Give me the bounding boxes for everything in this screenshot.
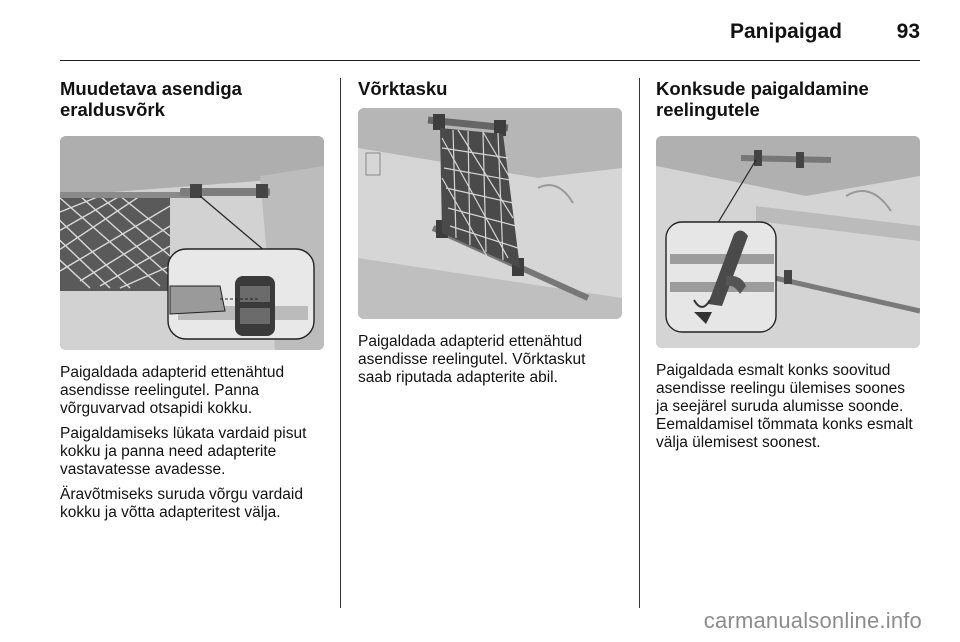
- section-heading: Muudetava asendiga eraldusvõrk: [60, 78, 242, 120]
- illustration-divider-net: [60, 136, 324, 350]
- column-net-pocket: [358, 78, 623, 394]
- paragraph: Paigaldada adapterid ettenähtud asendisse reelingutel. Võrktaskut saab riputada adapterite abil.: [358, 333, 586, 386]
- header-title: Panipaigad: [729, 20, 842, 43]
- paragraph: Paigaldada adapterid ettenähtud asendisse reelingutel. Panna võrguvarvad otsapidi kokku.: [60, 364, 285, 417]
- column-adjustable-net: [60, 78, 325, 529]
- paragraph: Paigaldada esmalt konks soovitud asendisse reelingu ülemises soones ja seejärel suruda alumisse soonde. Eemaldamisel tõmmata konks esmalt välja ülemisest soonest.: [656, 362, 913, 451]
- column-divider: [639, 78, 640, 608]
- section-heading: Võrktasku: [358, 78, 448, 99]
- paragraph: Äravõtmiseks suruda võrgu vardaid kokku ja võtta adapteritest välja.: [60, 486, 303, 521]
- illustration-net-pocket: [358, 108, 622, 319]
- section-heading: Konksude paigaldamine reelingutele: [656, 78, 869, 120]
- footer-watermark: carmanualsonline.info: [703, 608, 922, 633]
- illustration-hooks: [656, 136, 920, 348]
- column-hooks-on-rails: [656, 78, 921, 459]
- paragraph: Paigaldamiseks lükata vardaid pisut kokku ja panna need adapterite vastavatesse avadesse.: [60, 425, 307, 478]
- page-number: 93: [896, 20, 920, 43]
- header-rule: [60, 60, 920, 61]
- page-header: [0, 0, 960, 60]
- column-divider: [340, 78, 341, 608]
